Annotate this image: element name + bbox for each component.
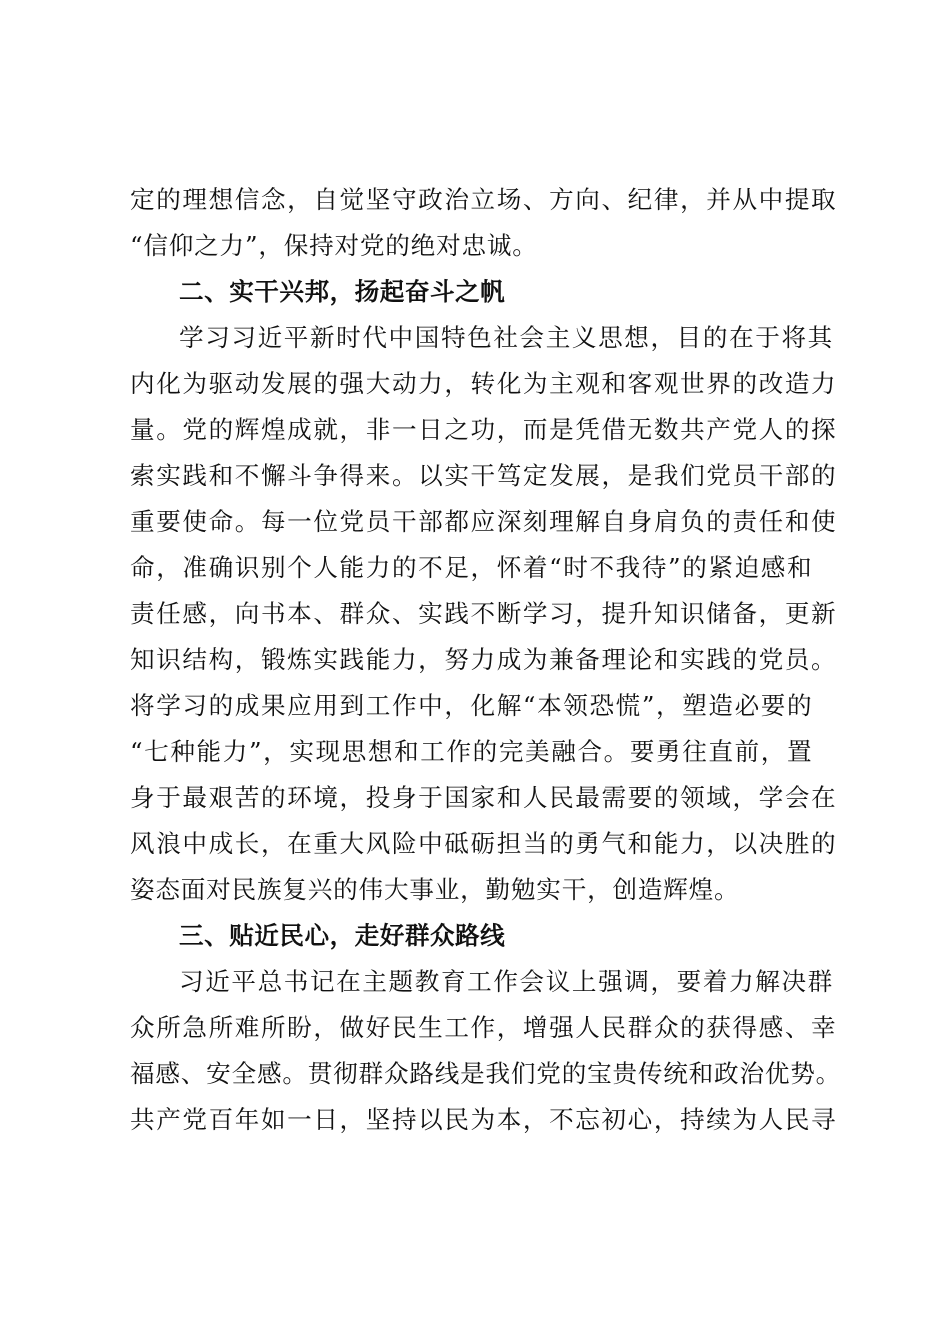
paragraph-line: 姿态面对民族复兴的伟大事业，勤勉实干，创造辉煌。	[130, 875, 740, 904]
paragraph-line: 身于最艰苦的环境，投身于国家和人民最需要的领域，学会在	[130, 783, 838, 812]
paragraph-line: “信仰之力”，保持对党的绝对忠诚。	[130, 231, 538, 260]
paragraph-line: “七种能力”，实现思想和工作的完美融合。要勇往直前，置	[130, 737, 814, 766]
section-heading-2: 二、实干兴邦，扬起奋斗之帆	[179, 277, 506, 306]
paragraph-line: 将学习的成果应用到工作中，化解“本领恐慌”，塑造必要的	[130, 691, 814, 720]
paragraph-line: 众所急所难所盼，做好民生工作，增强人民群众的获得感、幸	[130, 1013, 838, 1042]
paragraph-line: 索实践和不懈斗争得来。以实干笃定发展，是我们党员干部的	[130, 461, 838, 490]
paragraph-line: 内化为驱动发展的强大动力，转化为主观和客观世界的改造力	[130, 369, 838, 398]
paragraph-line: 共产党百年如一日，坚持以民为本，不忘初心，持续为人民寻	[130, 1105, 838, 1134]
paragraph-line: 重要使命。每一位党员干部都应深刻理解自身肩负的责任和使	[130, 507, 838, 536]
paragraph-line: 风浪中成长，在重大风险中砥砺担当的勇气和能力，以决胜的	[130, 829, 838, 858]
section-heading-3: 三、贴近民心，走好群众路线	[179, 921, 506, 950]
paragraph-line: 量。党的辉煌成就，非一日之功，而是凭借无数共产党人的探	[130, 415, 838, 444]
paragraph-line: 学习习近平新时代中国特色社会主义思想，目的在于将其	[179, 323, 834, 352]
paragraph-line: 知识结构，锻炼实践能力，努力成为兼备理论和实践的党员。	[130, 645, 838, 674]
paragraph-line: 福感、安全感。贯彻群众路线是我们党的宝贵传统和政治优势。	[130, 1059, 842, 1088]
paragraph-line: 命，准确识别个人能力的不足，怀着“时不我待”的紧迫感和	[130, 553, 814, 582]
paragraph-line: 习近平总书记在主题教育工作会议上强调，要着力解决群	[179, 967, 834, 996]
paragraph-line: 责任感，向书本、群众、实践不断学习，提升知识储备，更新	[130, 599, 838, 628]
document-body	[130, 177, 842, 1143]
paragraph-line: 定的理想信念，自觉坚守政治立场、方向、纪律，并从中提取	[130, 185, 838, 214]
